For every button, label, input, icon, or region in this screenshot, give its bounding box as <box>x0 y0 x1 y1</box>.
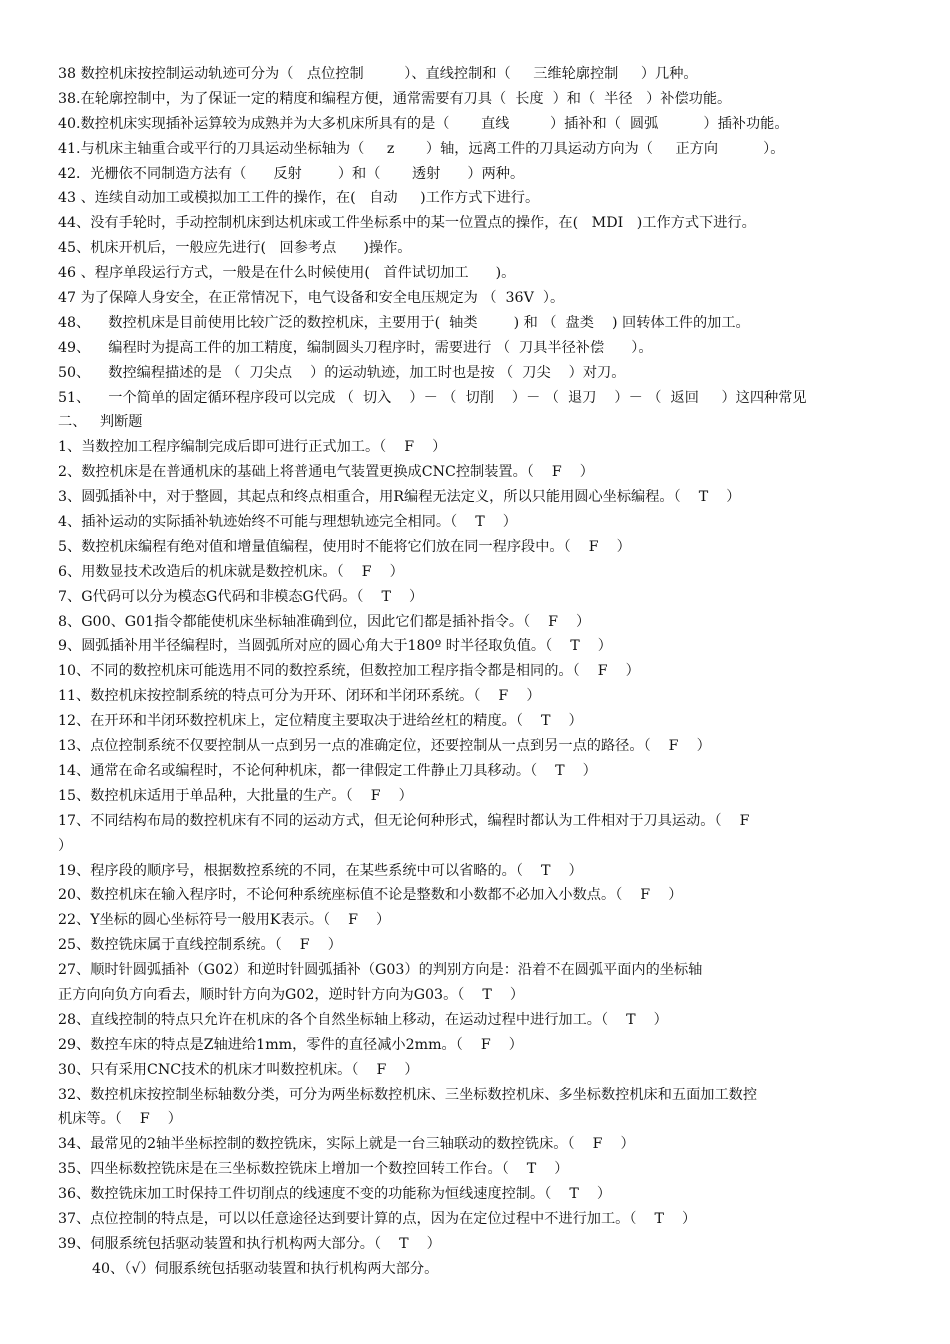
text-line: 4、插补运动的实际插补轨迹始终不可能与理想轨迹完全相同。（ T ） <box>58 514 517 531</box>
text-line: 42．光栅依不同制造方法有（ 反射 ）和（ 透射 ）两种。 <box>58 165 525 182</box>
text-line: 48、 数控机床是目前使用比较广泛的数控机床，主要用于( 轴类 ) 和 （ 盘类 ) 回转体工件的加工。 <box>58 314 750 331</box>
text-line: 15、数控机床适用于单品种，大批量的生产。（ F ） <box>58 787 413 804</box>
text-line: 30、只有采用CNC技术的机床才叫数控机床。（ F ） <box>58 1061 419 1078</box>
text-line: 9、圆弧插补用半径编程时，当圆弧所对应的圆心角大于180º 时半径取负值。（ T ） <box>58 638 612 655</box>
text-line: 43 、连续自动加工或模拟加工工件的操作，在( 自动 )工作方式下进行。 <box>58 190 540 207</box>
text-line: 36、数控铣床加工时保持工件切削点的线速度不变的功能称为恒线速度控制。（ T ） <box>58 1186 612 1203</box>
text-line: 39、伺服系统包括驱动装置和执行机构两大部分。（ T ） <box>58 1235 441 1252</box>
text-line: 20、数控机床在输入程序时，不论何种系统座标值不论是整数和小数都不必加入小数点。（ F ） <box>58 887 683 904</box>
text-line: ） <box>58 837 73 854</box>
text-line: 12、在开环和半闭环数控机床上，定位精度主要取决于进给丝杠的精度。（ T ） <box>58 713 583 730</box>
text-line: 2、数控机床是在普通机床的基础上将普通电气装置更换成CNC控制装置。（ F ） <box>58 464 594 481</box>
text-line: 13、点位控制系统不仅要控制从一点到另一点的准确定位，还要控制从一点到另一点的路径。（ F ） <box>58 738 711 755</box>
section-heading: 二、 判断题 <box>58 414 143 431</box>
text-line: 50、 数控编程描述的是 （ 刀尖点 ）的运动轨迹，加工时也是按 （ 刀尖 ）对刀。 <box>58 364 626 381</box>
text-line: 40、（√）伺服系统包括驱动装置和执行机构两大部分。 <box>92 1260 439 1277</box>
text-line: 7、G代码可以分为模态G代码和非模态G代码。（ T ） <box>58 588 424 605</box>
text-line: 51、 一个简单的固定循环程序段可以完成 （ 切入 ）－ （ 切削 ）－ （ 退刀 ）－ （ 返回 ）这四种常见 <box>58 389 807 406</box>
text-line: 1、当数控加工程序编制完成后即可进行正式加工。（ F ） <box>58 439 447 456</box>
text-line: 3、圆弧插补中，对于整圆，其起点和终点相重合，用R编程无法定义，所以只能用圆心坐标编程。（ T ） <box>58 489 741 506</box>
text-line: 10、不同的数控机床可能选用不同的数控系统，但数控加工程序指令都是相同的。（ F ） <box>58 663 640 680</box>
text-line: 14、通常在命名或编程时，不论何种机床，都一律假定工件静止刀具移动。（ T ） <box>58 762 597 779</box>
text-line: 22、Y坐标的圆心坐标符号一般用K表示。（ F ） <box>58 912 391 929</box>
text-line: 40.数控机床实现插补运算较为成熟并为大多机床所具有的是（ 直线 ）插补和（ 圆弧 ）插补功能。 <box>58 115 789 132</box>
text-line: 44、没有手轮时，手动控制机床到达机床或工件坐标系中的某一位置点的操作，在( MDI )工作方式下进行。 <box>58 215 756 232</box>
text-line: 38 数控机床按控制运动轨迹可分为（ 点位控制 ）、直线控制和（ 三维轮廓控制 ）几种。 <box>58 66 698 82</box>
text-line: 45、机床开机后，一般应先进行( 回参考点 )操作。 <box>58 240 412 257</box>
text-line: 正方向向负方向看去，顺时针方向为G02，逆时针方向为G03。（ T ） <box>58 986 525 1003</box>
text-line: 17、不同结构布局的数控机床有不同的运动方式，但无论何种形式，编程时都认为工件相对于刀具运动。（ F <box>58 812 750 829</box>
text-line: 35、四坐标数控铣床是在三坐标数控铣床上增加一个数控回转工作台。（ T ） <box>58 1161 569 1178</box>
text-line: 46 、程序单段运行方式，一般是在什么时候使用( 首件试切加工 )。 <box>58 265 516 282</box>
text-line: 37、点位控制的特点是，可以以任意途径达到要计算的点，因为在定位过程中不进行加工。（ T ） <box>58 1210 697 1227</box>
text-line: 27、顺时针圆弧插补（G02）和逆时针圆弧插补（G03）的判别方向是：沿着不在圆弧平面内的坐标轴 <box>58 962 703 979</box>
text-line: 34、最常见的2轴半坐标控制的数控铣床，实际上就是一台三轴联动的数控铣床。（ F ） <box>58 1136 635 1153</box>
text-line: 机床等。（ F ） <box>58 1111 182 1128</box>
text-line: 28、直线控制的特点只允许在机床的各个自然坐标轴上移动，在运动过程中进行加工。（ T ） <box>58 1011 668 1028</box>
text-line: 5、数控机床编程有绝对值和增量值编程，使用时不能将它们放在同一程序段中。（ F ） <box>58 538 631 555</box>
text-line: 25、数控铣床属于直线控制系统。（ F ） <box>58 937 342 954</box>
text-line: 29、数控车床的特点是Z轴进给1mm，零件的直径减小2mm。（ F ） <box>58 1036 523 1053</box>
text-line: 49、 编程时为提高工件的加工精度，编制圆头刀程序时，需要进行 （ 刀具半径补偿 ）。 <box>58 339 653 356</box>
text-line: 6、用数显技术改造后的机床就是数控机床。（ F ） <box>58 563 404 580</box>
text-line: 8、G00、G01指令都能使机床坐标轴准确到位，因此它们都是插补指令。（ F ） <box>58 613 591 630</box>
text-line: 41.与机床主轴重合或平行的刀具运动坐标轴为（ z ）轴，远离工件的刀具运动方向为（ 正方向 ）。 <box>58 140 785 157</box>
text-line: 19、程序段的顺序号，根据数控系统的不同，在某些系统中可以省略的。（ T ） <box>58 862 583 879</box>
text-line: 11、数控机床按控制系统的特点可分为开环、闭环和半闭环系统。（ F ） <box>58 688 541 705</box>
text-line: 47 为了保障人身安全，在正常情况下，电气设备和安全电压规定为 （ 36V ）。 <box>58 290 565 307</box>
text-line: 38.在轮廓控制中，为了保证一定的精度和编程方便，通常需要有刀具（ 长度 ）和（ 半径 ）补偿功能。 <box>58 90 732 107</box>
text-line: 32、数控机床按控制坐标轴数分类，可分为两坐标数控机床、三坐标数控机床、多坐标数控机床和五面加工数控 <box>58 1086 758 1103</box>
